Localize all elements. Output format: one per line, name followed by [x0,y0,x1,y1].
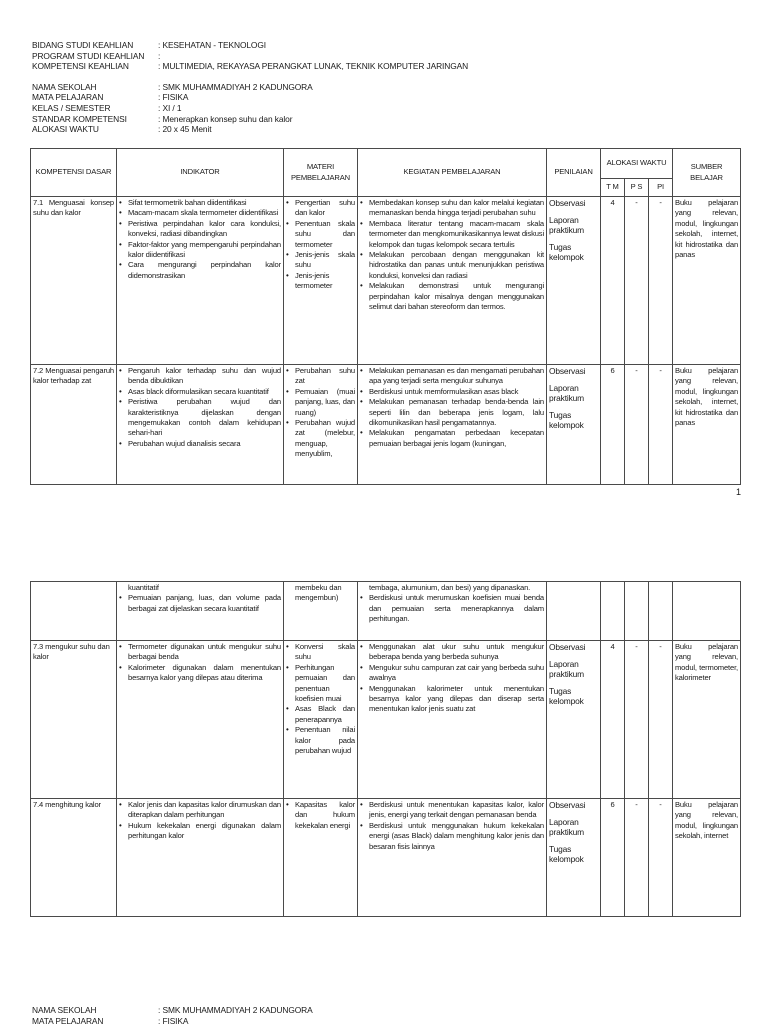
indikator-cell [117,582,284,641]
list-item: • Kapasitas kalor dan hukum kekekalan energi [295,800,355,831]
list-item: • Asas black diformulasikan secara kuantitatif [128,387,281,397]
list-item: • Penentuan nilai kalor pada perubahan wujud [295,725,355,756]
kegiatan-continued: tembaga, alumunium, dan besi) yang dipanaskan. [369,583,531,592]
kd-cell: 7.2 Menguasai pengaruh kalor terhadap zat [31,365,117,485]
indikator-cell [117,197,284,365]
table-row [31,641,741,799]
list-item: • Melakukan pengamatan perbedaan kecepatan pemuaian berbagai jenis logam (kuningan, [369,428,544,449]
penilaian-item: Tugas kelompok [549,409,584,430]
info-row [32,61,468,72]
sumber-cell: Buku pelajaran yang relevan, modul, lingkungan sekolah, internet, kit hidrostatika dan panas [673,197,741,365]
info-value: : Menerapkan konsep suhu dan kalor [158,113,293,124]
ps-cell: - [625,799,649,917]
kd-cell: 7.1 Menguasai konsep suhu dan kalor [31,197,117,365]
info-label: ALOKASI WAKTU [32,124,99,135]
pi-cell: - [649,197,673,365]
info-value: : SMK MUHAMMADIYAH 2 KADUNGORA [158,1005,313,1015]
sumber-cell: Buku pelajaran yang relevan, modul, lingkungan sekolah, internet [673,799,741,917]
col-header-ps: P S [625,179,649,197]
list-item: • Menggunakan kalorimeter untuk menentukan besarnya kalor yang dilepas dan diserap serta menentukan kalor jenis suatu zat [369,684,544,715]
penilaian-item: Tugas kelompok [549,685,584,706]
list-item: • Berdiskusi untuk memformulasikan asas black [369,387,544,397]
list-item: • Pengertian suhu dan kalor [295,198,355,219]
pi-cell: - [649,799,673,917]
list-item: • Berdiskusi untuk menentukan kapasitas kalor, kalor jenis, energi yang terkait dengan pemanasan benda [369,800,544,821]
ps-cell: - [625,197,649,365]
penilaian-cell [547,197,601,365]
list-item: • Pemuaian panjang, luas, dan volume pada berbagai zat dijelaskan secara kuantitatif [128,593,281,614]
list-item: • Mengukur suhu campuran zat cair yang berbeda suhu awalnya [369,663,544,684]
materi-cell [284,641,358,799]
info-label: NAMA SEKOLAH [32,81,97,92]
tm-cell [601,582,625,641]
table-header-row [31,149,741,179]
list-item: • Melakukan pemanasan es dan mengamati perubahan apa yang terjadi serta mengukur suhunya [369,366,544,387]
list-item: • Peristiwa perubahan wujud dan karakteristiknya dijelaskan dengan mengemukakan contoh dalam kehidupan sehari-hari [128,397,281,439]
info-row [32,40,468,51]
list-item: • Cara mengurangi perpindahan kalor didemonstrasikan [128,260,281,281]
list-item: • Melakukan percobaan dengan menggunakan kit hidrostatika dan panas untuk menunjukkan peristiwa konduksi, konveksi dan radiasi [369,250,544,281]
materi-continued: membeku dan mengembun) [295,583,342,603]
info-row [32,92,468,103]
sumber-cell: Buku pelajaran yang relevan, modul, lingkungan sekolah, internet, kit hidrostatika dan panas [673,365,741,485]
list-item: • Pengaruh kalor terhadap suhu dan wujud benda dibuktikan [128,366,281,387]
info-row [32,114,468,125]
sumber-cell [673,582,741,641]
indikator-cell [117,799,284,917]
info-row [32,124,468,135]
info-label: MATA PELAJARAN [32,92,104,103]
list-item: • Perubahan suhu zat [295,366,355,387]
penilaian-cell [547,365,601,485]
penilaian-item: Observasi [549,642,586,652]
list-item: • Perubahan wujud dianalisis secara [128,439,281,449]
info-label: BIDANG STUDI KEAHLIAN [32,40,134,50]
info-value: : XI / 1 [158,102,182,113]
list-item: • Perubahan wujud zat (melebur, menguap, menyublim, [295,418,355,460]
list-item: • Sifat termometrik bahan diidentifikasi [128,198,281,208]
penilaian-item: Laporan praktikum [549,816,584,837]
list-item: • Jenis-jenis skala suhu [295,250,355,271]
col-header-kegiatan: KEGIATAN PEMBELAJARAN [358,149,547,197]
penilaian-cell [547,582,601,641]
list-item: • Membaca literatur tentang macam-macam skala termometer dan mengkomunikasikannya lewat diskusi kelompok dan tugas kelompok secara tertulis [369,219,544,250]
info-label: PROGRAM STUDI KEAHLIAN [32,50,145,61]
penilaian-cell [547,641,601,799]
list-item: • Pemuaian (muai panjang, luas, dan ruang) [295,387,355,418]
list-item: • Jenis-jenis termometer [295,271,355,292]
list-item: • Membedakan konsep suhu dan kalor melalui kegiatan memanaskan benda hingga terjadi perubahan suhu [369,198,544,219]
footer-info [32,1005,313,1026]
materi-cell [284,799,358,917]
list-item: • Perhitungan pemuaian dan penentuan koefisien muai [295,663,355,705]
info-label: NAMA SEKOLAH [32,1005,97,1015]
col-header-indikator: INDIKATOR [117,149,284,197]
info-row [32,51,468,62]
penilaian-item: Tugas kelompok [549,241,584,262]
col-header-alokasi: ALOKASI WAKTU [601,149,673,179]
list-item: • Konversi skala suhu [295,642,355,663]
syllabus-table-page-2 [30,581,741,917]
info-row [32,1016,313,1026]
sumber-cell: Buku pelajaran yang relevan, modul, termometer, kalorimeter [673,641,741,799]
info-value: : FISIKA [158,1015,189,1026]
list-item: • Asas Black dan penerapannya [295,704,355,725]
info-row [32,103,468,114]
ps-cell [625,582,649,641]
list-item: • Termometer digunakan untuk mengukur suhu berbagai benda [128,642,281,663]
col-header-kd: KOMPETENSI DASAR [31,149,117,197]
list-item: • Hukum kekekalan energi digunakan dalam perhitungan kalor [128,821,281,842]
list-item: • Berdiskusi untuk merumuskan koefisien muai benda dan pemuaian serta menerapkannya dalam perhitungan. [369,593,544,624]
info-value: : [158,50,161,61]
materi-cell [284,197,358,365]
col-header-sumber: SUMBER BELAJAR [673,149,741,197]
kegiatan-cell [358,197,547,365]
list-item: • Kalor jenis dan kapasitas kalor dirumuskan dan diterapkan dalam perhitungan [128,800,281,821]
table-row [31,799,741,917]
list-item: • Faktor-faktor yang mempengaruhi perpindahan kalor diidentifikasi [128,240,281,261]
col-header-penilaian: PENILAIAN [547,149,601,197]
info-row [32,82,468,93]
info-value: : MULTIMEDIA, REKAYASA PERANGKAT LUNAK, TEKNIK KOMPUTER JARINGAN [158,61,469,72]
table-row [31,365,741,485]
penilaian-item: Laporan praktikum [549,214,584,235]
kegiatan-cell [358,365,547,485]
info-value: : 20 x 45 Menit [158,124,212,135]
info-value: : FISIKA [158,92,189,103]
penilaian-item: Observasi [549,198,586,208]
ps-cell: - [625,365,649,485]
page-number: 1 [736,487,742,497]
tm-cell: 4 [601,197,625,365]
list-item: • Melakukan pemanasan terhadap benda-benda lain seperti lilin dan beberapa jenis logam, lalu dikomunikasikan hasil pengamatannya. [369,397,544,428]
materi-cell [284,365,358,485]
kd-cell: 7.4 menghitung kalor [31,799,117,917]
list-item: • Melakukan demonstrasi untuk mengurangi perpindahan kalor misalnya dengan menggunakan selimut dari bahan stereoform dan termos. [369,281,544,312]
pi-cell: - [649,365,673,485]
kd-cell [31,582,117,641]
tm-cell: 6 [601,799,625,917]
info-row [32,1005,313,1016]
penilaian-item: Tugas kelompok [549,843,584,864]
ps-cell: - [625,641,649,799]
kd-cell: 7.3 mengukur suhu dan kalor [31,641,117,799]
penilaian-item: Observasi [549,366,586,376]
penilaian-cell [547,799,601,917]
table-row [31,582,741,641]
info-label: STANDAR KOMPETENSI [32,113,127,124]
syllabus-table-page-1 [30,148,741,485]
list-item: • Peristiwa perpindahan kalor cara konduksi, konveksi, radiasi dibandingkan [128,219,281,240]
pi-cell: - [649,641,673,799]
info-label: KELAS / SEMESTER [32,102,111,113]
tm-cell: 6 [601,365,625,485]
pi-cell [649,582,673,641]
kegiatan-cell [358,641,547,799]
indikator-continued: kuantitatif [128,583,159,592]
list-item: • Kalorimeter digunakan dalam menentukan besarnya kalor yang dilepas atau diterima [128,663,281,684]
info-label: KOMPETENSI KEAHLIAN [32,61,129,72]
list-item: • Berdiskusi untuk menggunakan hukum kekekalan energi (asas Black) dalam menghitung kalor jenis dan besaran fisis lainnya [369,821,544,852]
indikator-cell [117,641,284,799]
info-label: MATA PELAJARAN [32,1015,104,1026]
info-value: : KESEHATAN - TEKNOLOGI [158,40,266,50]
indikator-cell [117,365,284,485]
penilaian-item: Observasi [549,800,586,810]
header-info [32,40,468,135]
penilaian-item: Laporan praktikum [549,382,584,403]
table-row [31,197,741,365]
kegiatan-cell [358,799,547,917]
col-header-materi: MATERI PEMBELAJARAN [284,149,358,197]
list-item: • Menggunakan alat ukur suhu untuk mengukur beberapa benda yang berbeda suhunya [369,642,544,663]
list-item: • Penentuan skala suhu dan termometer [295,219,355,250]
col-header-pi: PI [649,179,673,197]
info-value: : SMK MUHAMMADIYAH 2 KADUNGORA [158,81,313,92]
materi-cell [284,582,358,641]
kegiatan-cell [358,582,547,641]
col-header-tm: T M [601,179,625,197]
list-item: • Macam-macam skala termometer diidentifikasi [128,208,281,218]
penilaian-item: Laporan praktikum [549,658,584,679]
tm-cell: 4 [601,641,625,799]
